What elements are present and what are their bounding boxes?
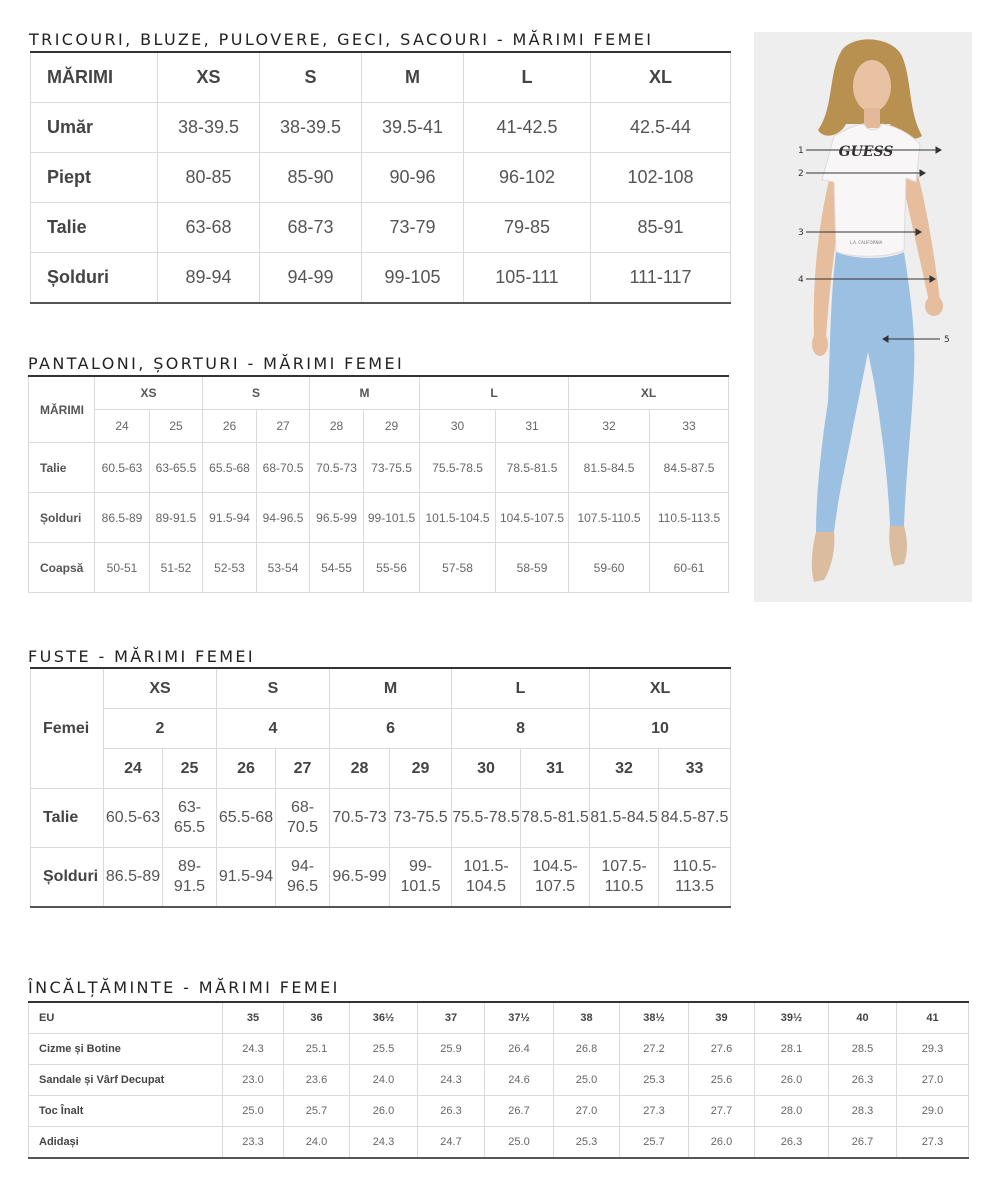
size-letter: L (420, 376, 569, 410)
table-cell: 39.5-41 (362, 103, 464, 153)
header-cell: Femei (31, 668, 104, 789)
size-letter: S (203, 376, 310, 410)
table-row (31, 789, 731, 848)
table-cell: 28.3 (829, 1096, 897, 1127)
table-cell: 27.2 (620, 1034, 689, 1065)
table-cell: 25.0 (485, 1127, 554, 1159)
model-photo (754, 32, 972, 602)
row-label: Umăr (31, 103, 158, 153)
table-cell: 73-75.5 (364, 443, 420, 493)
table-cell: 25.5 (350, 1034, 418, 1065)
table-cell: 75.5-78.5 (452, 789, 521, 848)
header-cell: XL (591, 52, 731, 103)
table-cell: 58-59 (496, 543, 569, 593)
table-cell: 80-85 (158, 153, 260, 203)
table-cell: 86.5-89 (104, 848, 163, 908)
size-number: 27 (257, 410, 310, 443)
table-cell: 85-90 (260, 153, 362, 203)
table-cell: 28.5 (829, 1034, 897, 1065)
row-label: Adidași (29, 1127, 223, 1159)
table-header-row (31, 52, 731, 103)
measure-marker-2: 2 (798, 169, 804, 179)
table-cell: 60.5-63 (95, 443, 150, 493)
header-cell: MĂRIMI (31, 52, 158, 103)
table-cell: 78.5-81.5 (496, 443, 569, 493)
size-number: 24 (95, 410, 150, 443)
measure-marker-1: 1 (798, 146, 804, 156)
shirt-subtext: L.A. CALIFORNIA (849, 240, 883, 245)
us-size: 2 (104, 709, 217, 749)
table-cell: 104.5-107.5 (521, 848, 590, 908)
table-row (29, 1065, 969, 1096)
neck-shape (864, 108, 880, 128)
header-cell: 35 (223, 1002, 284, 1034)
row-label: Cizme și Botine (29, 1034, 223, 1065)
table-cell: 27.3 (897, 1127, 969, 1159)
size-number-row (29, 410, 729, 443)
size-letter: XS (95, 376, 203, 410)
table-cell: 27.3 (620, 1096, 689, 1127)
table-cell: 96.5-99 (310, 493, 364, 543)
header-cell: S (260, 52, 362, 103)
table-cell: 84.5-87.5 (659, 789, 731, 848)
size-letter: L (452, 668, 590, 709)
size-letter-row (29, 376, 729, 410)
table-cell: 55-56 (364, 543, 420, 593)
row-label: Șolduri (31, 253, 158, 304)
shoes-title: ÎNCĂLȚĂMINTE - MĂRIMI FEMEI (28, 978, 340, 997)
table-cell: 26.3 (755, 1127, 829, 1159)
size-number: 28 (310, 410, 364, 443)
table-cell: 91.5-94 (217, 848, 276, 908)
size-number: 32 (590, 749, 659, 789)
table-cell: 73-79 (362, 203, 464, 253)
header-cell: 38½ (620, 1002, 689, 1034)
table-cell: 102-108 (591, 153, 731, 203)
size-letter: M (310, 376, 420, 410)
us-size: 4 (217, 709, 330, 749)
table-cell: 24.0 (284, 1127, 350, 1159)
table-cell: 65.5-68 (217, 789, 276, 848)
table-cell: 89-94 (158, 253, 260, 304)
size-letter-row (31, 668, 731, 709)
row-label: Șolduri (29, 493, 95, 543)
table-cell: 68-70.5 (276, 789, 330, 848)
size-number: 30 (452, 749, 521, 789)
face-shape (853, 60, 891, 112)
table-row (29, 1034, 969, 1065)
table-row (31, 848, 731, 908)
header-cell: MĂRIMI (29, 376, 95, 443)
table-cell: 105-111 (464, 253, 591, 304)
measure-marker-5: 5 (944, 335, 950, 345)
table-row (31, 103, 731, 153)
table-cell: 111-117 (591, 253, 731, 304)
table-row (29, 1096, 969, 1127)
table-cell: 68-73 (260, 203, 362, 253)
header-cell: L (464, 52, 591, 103)
pants-size-table (28, 375, 729, 593)
table-cell: 86.5-89 (95, 493, 150, 543)
table-cell: 51-52 (150, 543, 203, 593)
table-cell: 63-65.5 (163, 789, 217, 848)
table-cell: 99-101.5 (390, 848, 452, 908)
table-cell: 26.0 (689, 1127, 755, 1159)
table-row (29, 543, 729, 593)
size-number: 31 (521, 749, 590, 789)
table-cell: 107.5-110.5 (569, 493, 650, 543)
us-size: 8 (452, 709, 590, 749)
header-cell: 37½ (485, 1002, 554, 1034)
table-cell: 25.3 (620, 1065, 689, 1096)
table-cell: 94-99 (260, 253, 362, 304)
size-number: 26 (203, 410, 257, 443)
table-cell: 52-53 (203, 543, 257, 593)
table-cell: 24.7 (418, 1127, 485, 1159)
skirts-title: FUSTE - MĂRIMI FEMEI (28, 647, 256, 666)
header-cell: 39 (689, 1002, 755, 1034)
table-cell: 25.9 (418, 1034, 485, 1065)
table-cell: 29.3 (897, 1034, 969, 1065)
table-cell: 24.3 (223, 1034, 284, 1065)
table-cell: 63-65.5 (150, 443, 203, 493)
table-cell: 25.3 (554, 1127, 620, 1159)
table-header-row (29, 1002, 969, 1034)
table-cell: 25.7 (620, 1127, 689, 1159)
table-cell: 24.3 (418, 1065, 485, 1096)
table-cell: 60-61 (650, 543, 729, 593)
table-cell: 26.3 (829, 1065, 897, 1096)
table-cell: 26.0 (755, 1065, 829, 1096)
size-number: 32 (569, 410, 650, 443)
table-cell: 81.5-84.5 (569, 443, 650, 493)
table-cell: 23.6 (284, 1065, 350, 1096)
header-cell: EU (29, 1002, 223, 1034)
measure-marker-4: 4 (798, 275, 804, 285)
table-cell: 24.6 (485, 1065, 554, 1096)
jeans-shape (816, 252, 914, 532)
size-number: 29 (364, 410, 420, 443)
table-row (31, 253, 731, 304)
measure-marker-3: 3 (798, 228, 804, 238)
size-number: 25 (150, 410, 203, 443)
table-cell: 27.0 (554, 1096, 620, 1127)
us-size: 10 (590, 709, 731, 749)
table-cell: 29.0 (897, 1096, 969, 1127)
size-number: 30 (420, 410, 496, 443)
table-cell: 41-42.5 (464, 103, 591, 153)
size-number: 31 (496, 410, 569, 443)
size-letter: S (217, 668, 330, 709)
table-cell: 25.1 (284, 1034, 350, 1065)
header-cell: M (362, 52, 464, 103)
skirts-size-table (30, 667, 731, 908)
table-row (31, 153, 731, 203)
size-number: 24 (104, 749, 163, 789)
table-cell: 78.5-81.5 (521, 789, 590, 848)
row-label: Șolduri (31, 848, 104, 908)
header-cell: XS (158, 52, 260, 103)
us-size-row (31, 709, 731, 749)
table-cell: 26.0 (350, 1096, 418, 1127)
row-label: Toc Înalt (29, 1096, 223, 1127)
table-cell: 26.3 (418, 1096, 485, 1127)
table-cell: 99-101.5 (364, 493, 420, 543)
size-number-row (31, 749, 731, 789)
table-cell: 94-96.5 (257, 493, 310, 543)
table-cell: 101.5-104.5 (452, 848, 521, 908)
table-cell: 91.5-94 (203, 493, 257, 543)
table-cell: 24.0 (350, 1065, 418, 1096)
table-cell: 28.1 (755, 1034, 829, 1065)
table-cell: 90-96 (362, 153, 464, 203)
tops-size-table (30, 51, 731, 304)
table-cell: 27.6 (689, 1034, 755, 1065)
row-label: Talie (31, 789, 104, 848)
table-cell: 63-68 (158, 203, 260, 253)
header-cell: 36 (284, 1002, 350, 1034)
table-row (29, 1127, 969, 1159)
table-cell: 53-54 (257, 543, 310, 593)
size-number: 26 (217, 749, 276, 789)
size-letter: M (330, 668, 452, 709)
size-number: 27 (276, 749, 330, 789)
table-cell: 57-58 (420, 543, 496, 593)
table-cell: 89-91.5 (150, 493, 203, 543)
table-cell: 59-60 (569, 543, 650, 593)
table-cell: 54-55 (310, 543, 364, 593)
table-cell: 28.0 (755, 1096, 829, 1127)
header-cell: 37 (418, 1002, 485, 1034)
table-cell: 23.0 (223, 1065, 284, 1096)
tops-title: TRICOURI, BLUZE, PULOVERE, GECI, SACOURI - MĂRIMI FEMEI (29, 30, 654, 49)
table-cell: 104.5-107.5 (496, 493, 569, 543)
table-cell: 70.5-73 (310, 443, 364, 493)
table-cell: 38-39.5 (260, 103, 362, 153)
table-cell: 79-85 (464, 203, 591, 253)
table-cell: 25.6 (689, 1065, 755, 1096)
table-cell: 25.0 (554, 1065, 620, 1096)
header-cell: 40 (829, 1002, 897, 1034)
right-hand-shape (925, 296, 943, 316)
shirt-logo: GUESS (838, 144, 894, 160)
table-cell: 23.3 (223, 1127, 284, 1159)
table-cell: 26.8 (554, 1034, 620, 1065)
table-cell: 60.5-63 (104, 789, 163, 848)
row-label: Talie (31, 203, 158, 253)
table-cell: 38-39.5 (158, 103, 260, 153)
table-cell: 68-70.5 (257, 443, 310, 493)
table-cell: 42.5-44 (591, 103, 731, 153)
header-cell: 39½ (755, 1002, 829, 1034)
table-cell: 96-102 (464, 153, 591, 203)
us-size: 6 (330, 709, 452, 749)
table-cell: 25.7 (284, 1096, 350, 1127)
table-cell: 94-96.5 (276, 848, 330, 908)
size-letter: XS (104, 668, 217, 709)
row-label: Piept (31, 153, 158, 203)
header-cell: 38 (554, 1002, 620, 1034)
table-cell: 24.3 (350, 1127, 418, 1159)
header-cell: 36½ (350, 1002, 418, 1034)
header-cell: 41 (897, 1002, 969, 1034)
pants-title: PANTALONI, ȘORTURI - MĂRIMI FEMEI (28, 354, 405, 373)
size-number: 28 (330, 749, 390, 789)
left-hand-shape (812, 332, 828, 356)
model-illustration (754, 32, 972, 602)
size-letter: XL (569, 376, 729, 410)
table-cell: 85-91 (591, 203, 731, 253)
table-cell: 99-105 (362, 253, 464, 304)
table-cell: 70.5-73 (330, 789, 390, 848)
left-shoe-shape (812, 532, 835, 582)
table-cell: 89-91.5 (163, 848, 217, 908)
row-label: Coapsă (29, 543, 95, 593)
table-cell: 110.5-113.5 (650, 493, 729, 543)
table-row (31, 203, 731, 253)
table-cell: 25.0 (223, 1096, 284, 1127)
shoes-size-table (28, 1001, 969, 1159)
table-row (29, 443, 729, 493)
table-cell: 50-51 (95, 543, 150, 593)
table-cell: 96.5-99 (330, 848, 390, 908)
right-shoe-shape (889, 526, 907, 566)
table-cell: 84.5-87.5 (650, 443, 729, 493)
table-cell: 26.7 (485, 1096, 554, 1127)
table-row (29, 493, 729, 543)
table-cell: 73-75.5 (390, 789, 452, 848)
row-label: Sandale și Vârf Decupat (29, 1065, 223, 1096)
size-number: 29 (390, 749, 452, 789)
table-cell: 101.5-104.5 (420, 493, 496, 543)
table-cell: 75.5-78.5 (420, 443, 496, 493)
size-letter: XL (590, 668, 731, 709)
size-number: 33 (650, 410, 729, 443)
table-cell: 26.4 (485, 1034, 554, 1065)
table-cell: 26.7 (829, 1127, 897, 1159)
table-cell: 81.5-84.5 (590, 789, 659, 848)
table-cell: 65.5-68 (203, 443, 257, 493)
table-cell: 110.5-113.5 (659, 848, 731, 908)
table-cell: 107.5-110.5 (590, 848, 659, 908)
size-number: 33 (659, 749, 731, 789)
table-cell: 27.7 (689, 1096, 755, 1127)
row-label: Talie (29, 443, 95, 493)
table-cell: 27.0 (897, 1065, 969, 1096)
size-number: 25 (163, 749, 217, 789)
